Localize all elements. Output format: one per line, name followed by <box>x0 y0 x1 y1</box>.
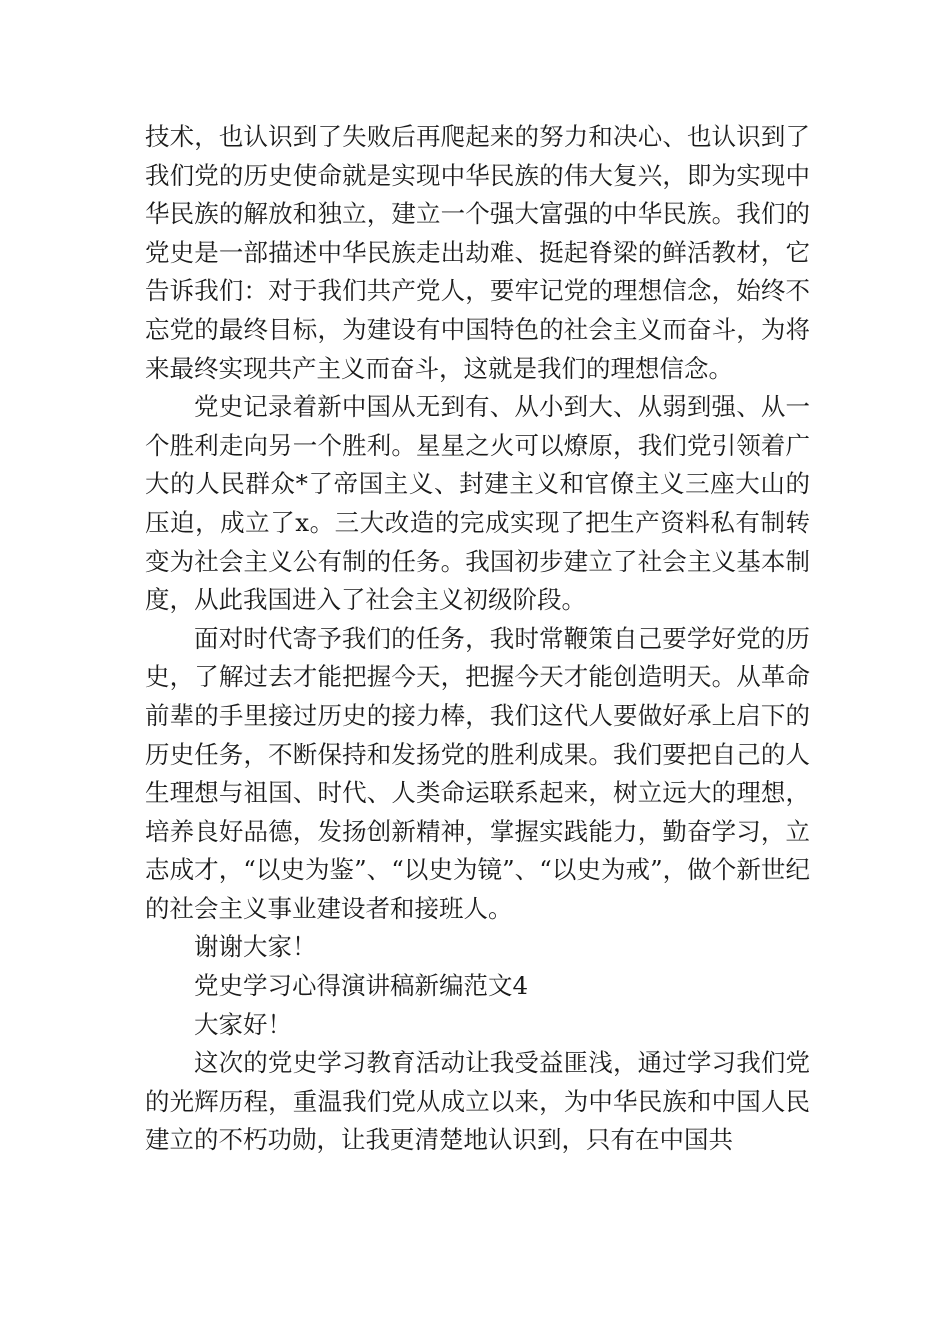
paragraph-thanks: 谢谢大家！ <box>194 932 317 962</box>
paragraph-continuation: 技术，也认识到了失败后再爬起来的努力和决心、也认识到了我们党的历史使命就是实现中华民族的伟大复兴，即为实现中华民族的解放和独立，建立一个强大富强的中华民族。我们的党史是一部描述中华民族走出劫难、挺起脊梁的鲜活教材，它告诉我们：对于我们共产党人，要牢记党的理想信念，始终不忘党的最终目标，为建设有中国特色的社会主义而奋斗，为将来最终实现共产主义而奋斗，这就是我们的理想信念。 <box>145 122 810 383</box>
section-heading: 党史学习心得演讲稿新编范文4 <box>194 971 529 1001</box>
paragraph-mission: 面对时代寄予我们的任务，我时常鞭策自己要学好党的历史，了解过去才能把握今天，把握今天才能创造明天。从革命前辈的手里接过历史的接力棒，我们这代人要做好承上启下的历史任务，不断保持和发扬党的胜利成果。我们要把自己的人生理想与祖国、时代、人类命运联系起来，树立远大的理想，培养良好品德，发扬创新精神，掌握实践能力，勤奋学习，立志成才，“以史为鉴”、“以史为镜”、“以史为戒”，做个新世纪的社会主义事业建设者和接班人。 <box>145 623 810 923</box>
paragraph-intro: 这次的党史学习教育活动让我受益匪浅，通过学习我们党的光辉历程，重温我们党从成立以来，为中华民族和中国人民建立的不朽功勋，让我更清楚地认识到，只有在中国共 <box>145 1048 810 1155</box>
paragraph-greeting: 大家好！ <box>194 1009 292 1039</box>
document-body <box>145 118 810 1160</box>
paragraph-history-record: 党史记录着新中国从无到有、从小到大、从弱到强、从一个胜利走向另一个胜利。星星之火可以燎原，我们党引领着广大的人民群众*了帝国主义、封建主义和官僚主义三座大山的压迫，成立了x。三大改造的完成实现了把生产资料私有制转变为社会主义公有制的任务。我国初步建立了社会主义基本制度，从此我国进入了社会主义初级阶段。 <box>145 392 810 615</box>
